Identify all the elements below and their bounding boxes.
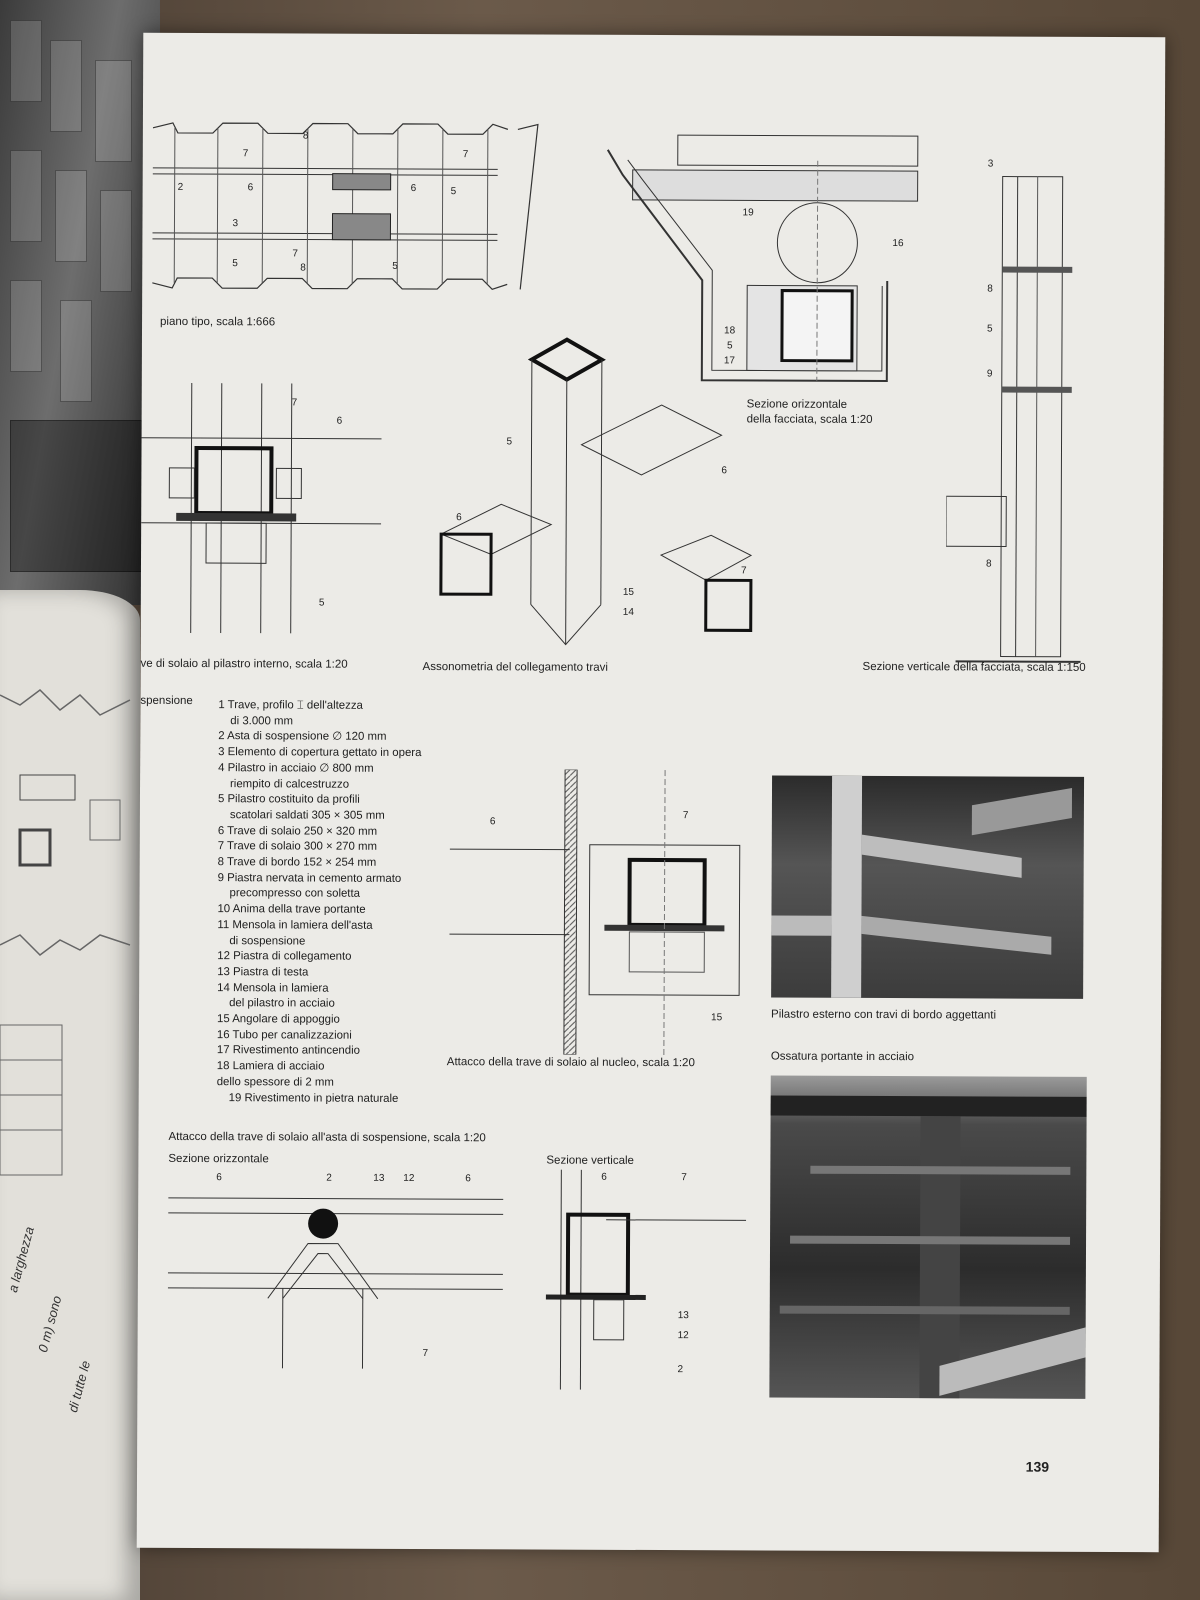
photo-steel-frame: [769, 1076, 1086, 1399]
facade-section-callout: 5: [726, 340, 733, 352]
facade-section-callout: 16: [892, 238, 904, 250]
plan-callout: 6: [410, 182, 417, 194]
legend-item: riempito di calcestruzzo: [230, 777, 350, 791]
page-number: 139: [1025, 1458, 1050, 1475]
legend-item: di 3.000 mm: [230, 714, 294, 728]
legend-item: 7 Trave di solaio 300 × 270 mm: [217, 840, 378, 854]
caption-photo-1: Pilastro esterno con travi di bordo aggettanti: [771, 1008, 997, 1022]
caption-suspension: Attacco della trave di solaio all'asta di sospensione, scala 1:20: [168, 1130, 486, 1145]
legend-item: 3 Elemento di copertura gettato in opera: [218, 746, 422, 760]
plan-callout: 6: [247, 182, 254, 194]
plan-callout: 7: [462, 149, 469, 161]
axonometric-drawing: [431, 324, 777, 656]
caption-core-attachment: Attacco della trave di solaio al nucleo, scala 1:20: [446, 1056, 695, 1070]
suspension-horizontal-section: [167, 1168, 508, 1369]
legend-item: 4 Pilastro in acciaio ∅ 800 mm: [218, 761, 374, 775]
vertical-section-callout: 9: [986, 368, 993, 380]
axonometric-callout: 15: [622, 586, 635, 598]
caption-vertical: Sezione verticale: [546, 1154, 634, 1167]
vertical-section-callout: 8: [987, 283, 993, 295]
axonometric-callout: 14: [622, 606, 634, 618]
caption-vertical-section: Sezione verticale della facciata, scala 1:150: [862, 660, 1086, 674]
book-page: [137, 33, 1166, 1552]
suspension-v-callout: 13: [677, 1310, 689, 1322]
core-callout: 7: [682, 810, 689, 822]
beam-column-callout: 5: [318, 597, 325, 609]
axonometric-callout: 6: [721, 465, 727, 477]
caption-fragment-sospensione: spensione: [140, 694, 193, 707]
legend-item: 10 Anima della trave portante: [217, 903, 366, 916]
left-page-text: a larghezza: [5, 1225, 37, 1294]
left-page-text: di tutte le: [65, 1359, 94, 1414]
facade-section-callout: 19: [742, 207, 754, 219]
legend-item: 9 Piastra nervata in cemento armato: [217, 871, 402, 885]
vertical-section-callout: 8: [985, 558, 992, 570]
legend-item: di sospensione: [229, 934, 306, 948]
beam-column-callout: 7: [291, 397, 298, 409]
photo-external-column: [771, 776, 1084, 999]
axonometric-callout: 6: [456, 512, 462, 524]
caption-photo-2: Ossatura portante in acciaio: [770, 1050, 915, 1064]
suspension-v-callout: 12: [677, 1330, 689, 1342]
core-callout: 6: [489, 816, 496, 828]
plan-callout: 2: [177, 181, 184, 193]
legend-item: 14 Mensola in lamiera: [217, 981, 329, 995]
legend-item: 17 Rivestimento antincendio: [216, 1044, 361, 1058]
facade-section-callout: 17: [723, 355, 736, 367]
vertical-facade-section: [946, 146, 1093, 667]
legend-item: 12 Piastra di collegamento: [217, 950, 352, 963]
suspension-v-callout: 2: [677, 1364, 684, 1376]
plan-callout: 5: [450, 186, 457, 198]
legend-item: 2 Asta di sospensione ∅ 120 mm: [218, 730, 387, 744]
core-attachment-detail: [449, 769, 750, 1055]
left-page-drawing: [0, 590, 140, 1600]
suspension-callout: 6: [216, 1172, 222, 1184]
suspension-callout: 2: [326, 1172, 332, 1184]
facade-section-callout: 18: [723, 325, 736, 337]
plan-callout: 7: [242, 148, 249, 160]
suspension-v-callout: 7: [681, 1172, 687, 1184]
legend-item: 13 Piastra di testa: [217, 966, 309, 979]
caption-axonometric: Assonometria del collegamento travi: [422, 661, 608, 674]
suspension-callout: 13: [373, 1172, 385, 1184]
left-page-text: 0 m) sono: [35, 1294, 65, 1354]
suspension-callout: 6: [465, 1173, 471, 1185]
caption-horizontal-section: Sezione orizzontale della facciata, scala 1:20: [746, 398, 873, 426]
plan-callout: 7: [292, 248, 298, 260]
legend-item: 11 Mensola in lamiera dell'asta: [217, 918, 373, 932]
vertical-section-callout: 5: [987, 323, 993, 335]
beam-column-detail: [141, 383, 382, 634]
legend-item: dello spessore di 2 mm: [216, 1075, 334, 1089]
core-callout: 15: [710, 1012, 723, 1024]
plan-callout: 3: [232, 218, 239, 230]
suspension-callout: 12: [403, 1172, 415, 1184]
legend-item: 15 Angolare di appoggio: [216, 1013, 340, 1026]
legend-item: 5 Pilastro costituito da profili: [217, 793, 360, 806]
suspension-v-callout: 6: [601, 1171, 607, 1183]
legend-item: 18 Lamiera di acciaio: [216, 1060, 325, 1073]
axonometric-callout: 7: [740, 565, 747, 577]
legend-item: 6 Trave di solaio 250 × 320 mm: [217, 824, 378, 838]
legend-item: 1 Trave, profilo ⌶ dell'altezza: [218, 699, 363, 712]
legend-item: precompresso con soletta: [229, 887, 361, 901]
suspension-callout: 7: [422, 1348, 429, 1360]
vertical-section-callout: 3: [987, 158, 994, 170]
suspension-vertical-section: [545, 1170, 746, 1391]
beam-column-callout: 6: [336, 415, 343, 427]
plan-callout: 5: [232, 258, 238, 270]
legend-list: [217, 698, 422, 1107]
legend-item: 8 Trave di bordo 152 × 254 mm: [217, 856, 377, 869]
caption-horizontal: Sezione orizzontale: [168, 1152, 269, 1166]
plan-callout: 5: [392, 260, 398, 272]
plan-callout: 8: [302, 130, 309, 142]
caption-beam-column: ve di solaio al pilastro interno, scala 1:20: [140, 657, 348, 671]
left-page-photo: [0, 0, 160, 605]
legend-item: 16 Tubo per canalizzazioni: [216, 1028, 352, 1042]
axonometric-callout: 5: [506, 436, 513, 448]
plan-callout: 8: [300, 262, 306, 274]
legend-item: scatolari saldati 305 × 305 mm: [229, 809, 385, 822]
left-page: [0, 590, 140, 1600]
legend-item: 19 Rivestimento in pietra naturale: [228, 1091, 399, 1105]
plan-drawing: [152, 118, 553, 310]
legend-item: del pilastro in acciaio: [229, 997, 335, 1010]
caption-plan: piano tipo, scala 1:666: [160, 315, 276, 329]
